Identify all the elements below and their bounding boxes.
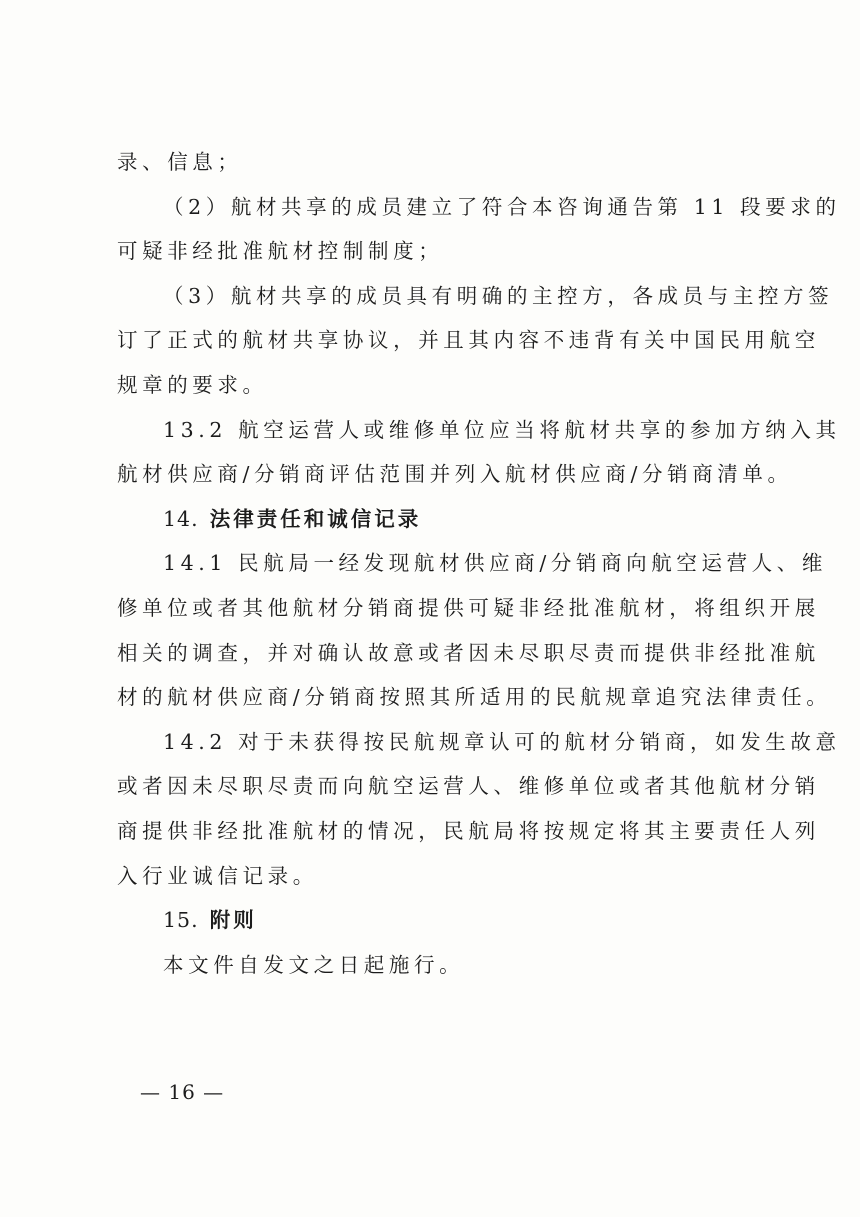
text-line: 商提供非经批准航材的情况，民航局将按规定将其主要责任人列 [117,818,820,843]
text-line: 材的航材供应商/分销商按照其所适用的民航规章追究法律责任。 [117,685,832,710]
text-line: 订了正式的航材共享协议，并且其内容不违背有关中国民用航空 [117,328,820,353]
section-number: 15. [163,908,199,933]
text-line: （2）航材共享的成员建立了符合本咨询通告第 11 段要求的 [163,194,841,219]
text-line: 本文件自发文之日起施行。 [163,952,465,977]
section-title: 法律责任和诚信记录 [209,506,422,531]
text-line: 航材供应商/分销商评估范围并列入航材供应商/分销商清单。 [117,462,793,487]
text-line: 相关的调查，并对确认故意或者因未尽职尽责而提供非经批准航 [117,640,820,665]
section-heading-15 [117,898,757,943]
text-line: 规章的要求。 [117,372,268,397]
text-line: 修单位或者其他航材分销商提供可疑非经批准航材，将组织开展 [117,595,820,620]
text-line: 可疑非经批准航材控制制度； [117,239,444,264]
section-number: 14. [163,506,199,531]
text-line: 或者因未尽职尽责而向航空运营人、维修单位或者其他航材分销 [117,774,820,799]
page-number: — 16 — [140,1080,225,1104]
body-text [117,140,841,987]
text-line: 14.1 民航局一经发现航材供应商/分销商向航空运营人、维 [163,551,827,576]
text-line: （3）航材共享的成员具有明确的主控方，各成员与主控方签 [163,283,834,308]
text-line: 入行业诚信记录。 [117,863,318,888]
text-line: 录、信息； [117,150,243,174]
section-title: 附则 [209,908,257,933]
text-line: 13.2 航空运营人或维修单位应当将航材共享的参加方纳入其 [163,417,841,442]
section-heading-14 [117,497,757,542]
text-line: 14.2 对于未获得按民航规章认可的航材分销商，如发生故意 [163,729,841,754]
